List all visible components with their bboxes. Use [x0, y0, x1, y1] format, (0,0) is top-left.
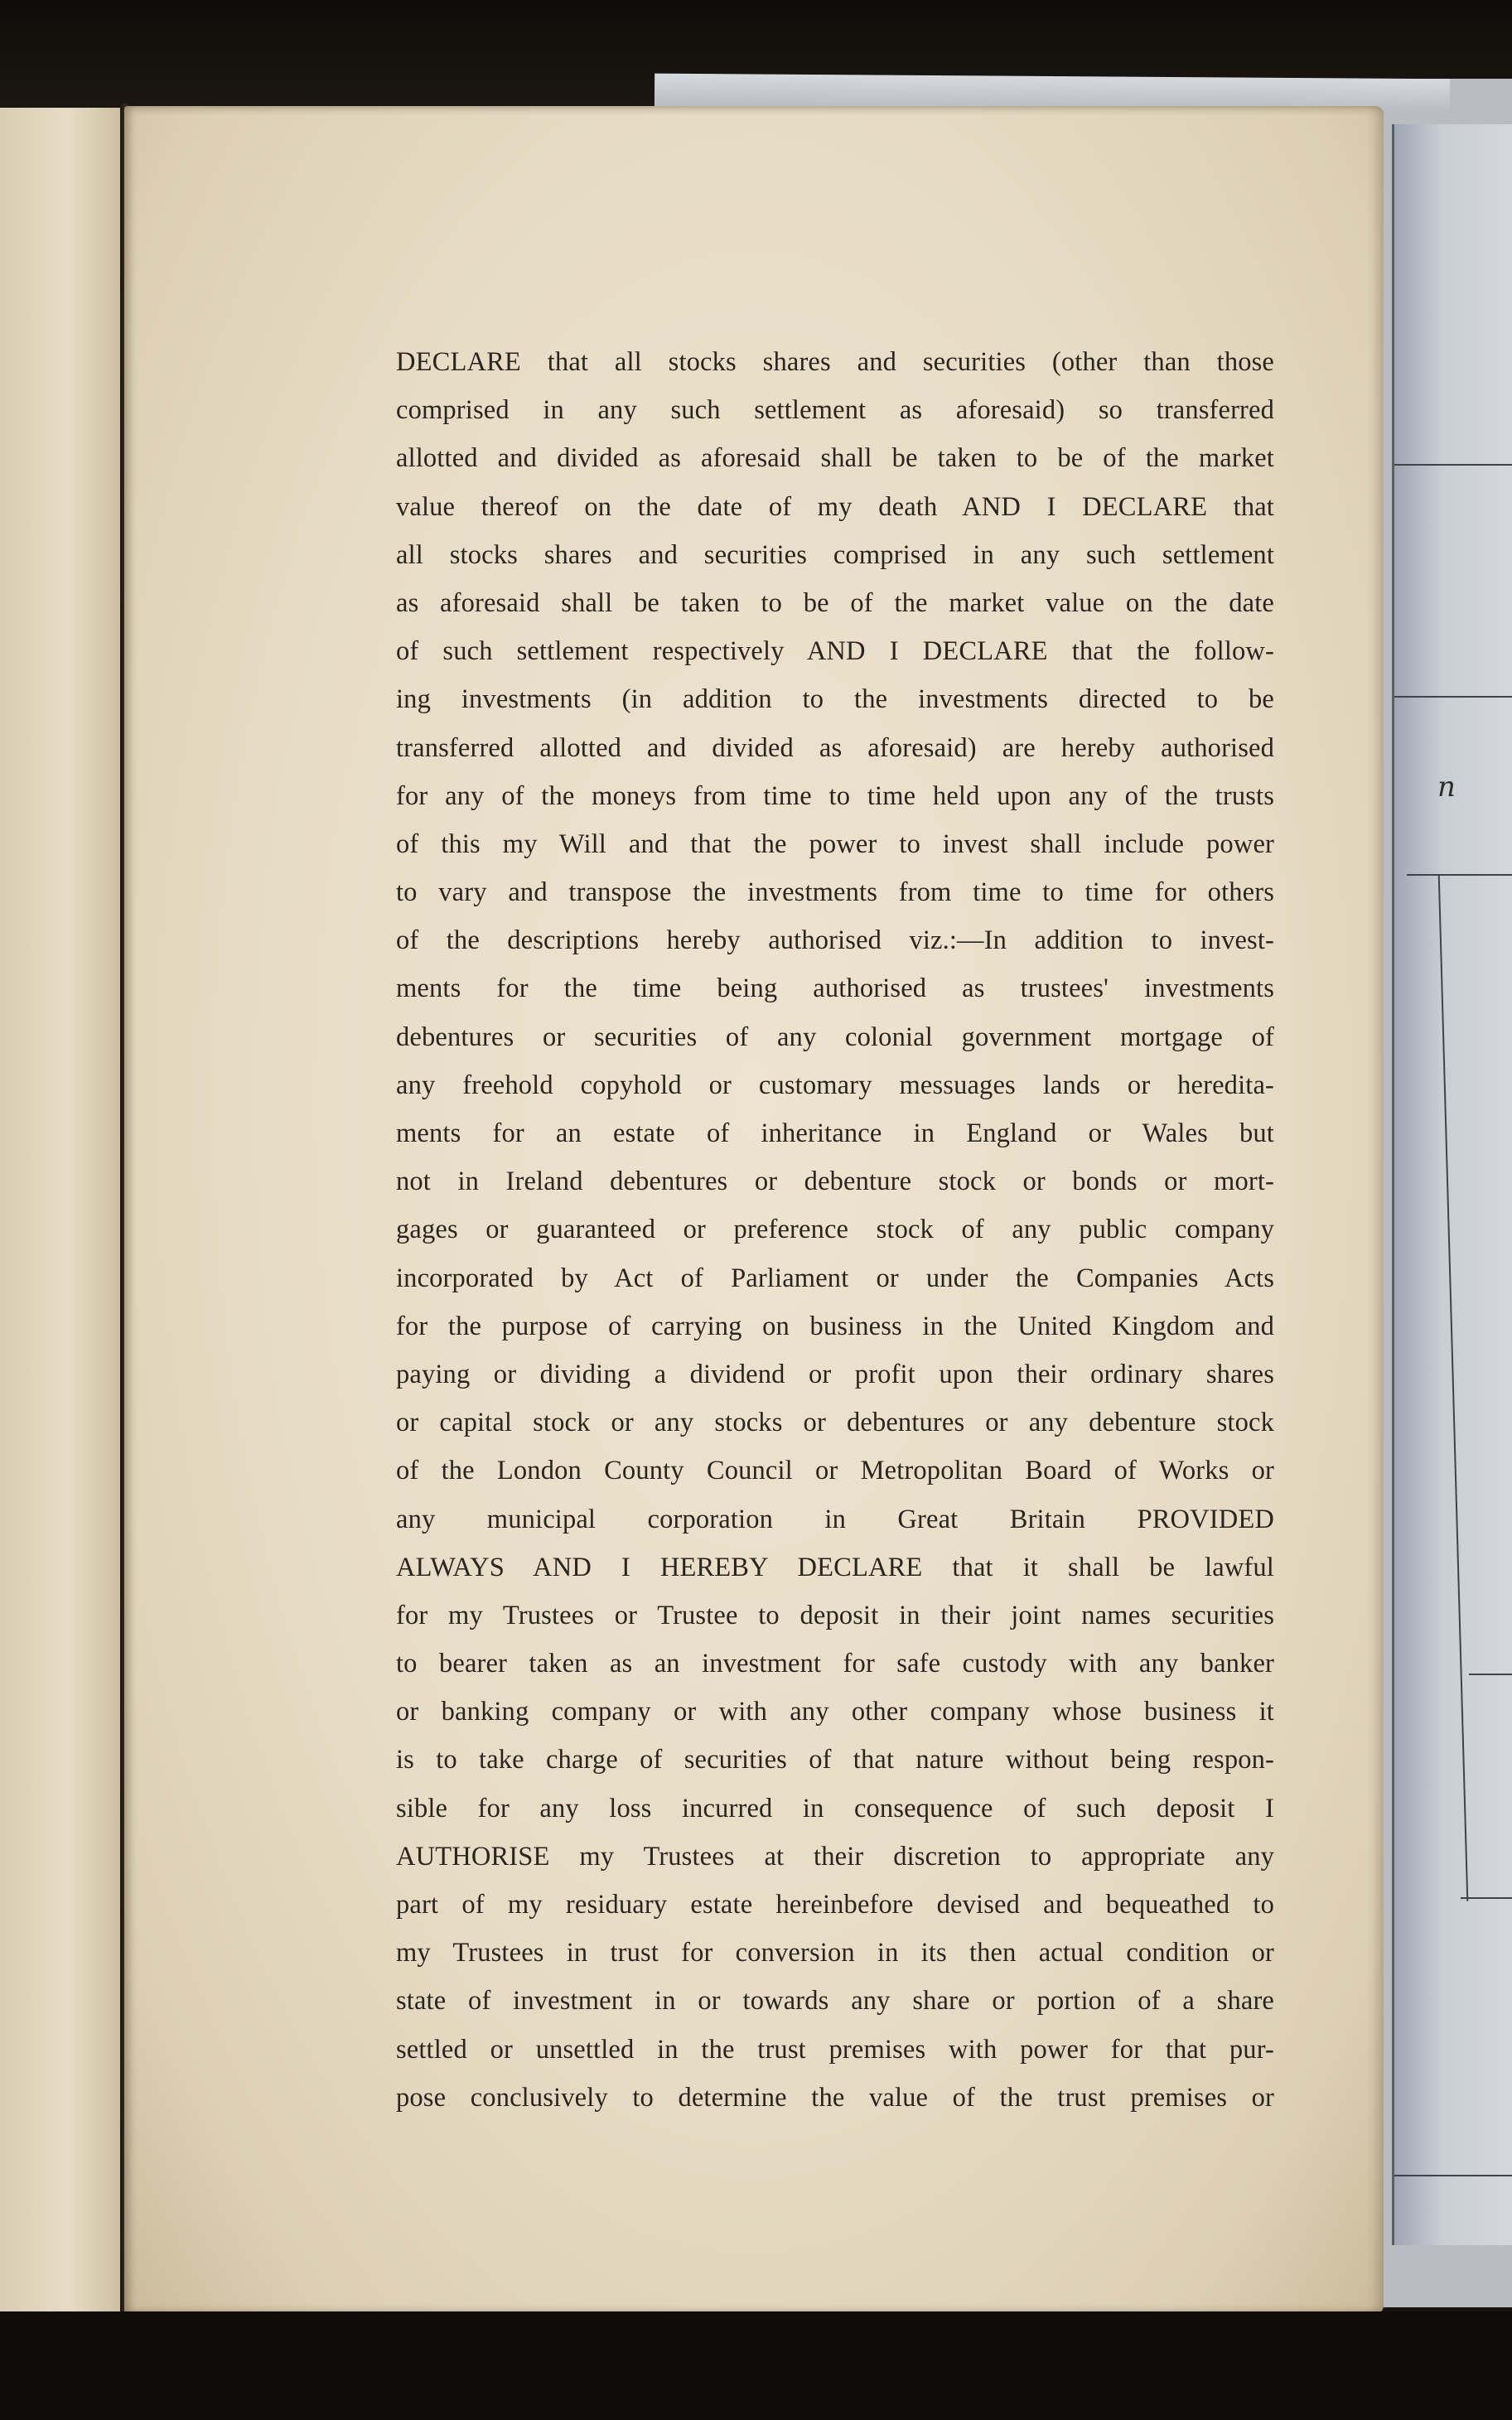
text-line: of this my Will and that the power to invest shall include power [396, 828, 1274, 859]
text-line: to bearer taken as an investment for safe custody with any banker [396, 1649, 1274, 1679]
side-document-rule [1407, 874, 1512, 876]
text-line: is to take charge of securities of that nature without being respon- [396, 1745, 1274, 1775]
text-line: pose conclusively to determine the value of the trust premises or [396, 2082, 1274, 2113]
text-line: my Trustees in trust for conversion in its then actual condition or [396, 1938, 1274, 1968]
text-line: for my Trustees or Trustee to deposit in their joint names securities [396, 1600, 1274, 1630]
page-body-text [396, 338, 1274, 2122]
text-line: for any of the moneys from time to time held upon any of the trusts [396, 780, 1274, 811]
text-line: of such settlement respectively AND I DECLARE that the follow- [396, 636, 1274, 667]
text-line: settled or unsettled in the trust premises with power for that pur- [396, 2034, 1274, 2065]
text-line: allotted and divided as aforesaid shall be taken to be of the market [396, 443, 1274, 474]
text-line: or capital stock or any stocks or debentures or any debenture stock [396, 1408, 1274, 1438]
text-line: for the purpose of carrying on business in the United Kingdom and [396, 1311, 1274, 1341]
text-line: any municipal corporation in Great Britain PROVIDED [396, 1504, 1274, 1534]
side-document-rule [1394, 696, 1512, 698]
left-facing-page [0, 108, 127, 2328]
side-document-rule [1394, 2175, 1512, 2176]
side-document-mark: n [1437, 770, 1456, 804]
text-line: AUTHORISE my Trustees at their discretion to appropriate any [396, 1841, 1274, 1872]
side-document-rule [1461, 1897, 1512, 1899]
text-line: of the London County Council or Metropolitan Board of Works or [396, 1456, 1274, 1486]
text-line: value thereof on the date of my death AND I DECLARE that [396, 491, 1274, 522]
text-line: paying or dividing a dividend or profit upon their ordinary shares [396, 1359, 1274, 1389]
text-line: to vary and transpose the investments from time to time for others [396, 877, 1274, 908]
text-line: any freehold copyhold or customary messuages lands or heredita- [396, 1070, 1274, 1100]
side-document-rule [1438, 874, 1469, 1901]
text-line: of the descriptions hereby authorised viz.:—In addition to invest- [396, 925, 1274, 956]
text-line: ing investments (in addition to the investments directed to be [396, 684, 1274, 715]
text-line: sible for any loss incurred in consequence of such deposit I [396, 1793, 1274, 1823]
text-line: DECLARE that all stocks shares and securities (other than those [396, 347, 1274, 377]
text-line: as aforesaid shall be taken to be of the market value on the date [396, 587, 1274, 618]
text-line: or banking company or with any other company whose business it [396, 1697, 1274, 1727]
text-line: ments for an estate of inheritance in England or Wales but [396, 1118, 1274, 1148]
text-line: gages or guaranteed or preference stock of any public company [396, 1215, 1274, 1245]
text-line: debentures or securities of any colonial government mortgage of [396, 1022, 1274, 1052]
text-line: incorporated by Act of Parliament or under the Companies Acts [396, 1263, 1274, 1293]
side-document-rule [1394, 464, 1512, 466]
text-line: transferred allotted and divided as aforesaid) are hereby authorised [396, 732, 1274, 763]
text-line: ments for the time being authorised as trustees' investments [396, 973, 1274, 1004]
scanner-background-bottom [0, 2311, 1512, 2420]
side-document-rule [1469, 1674, 1512, 1675]
text-line: ALWAYS AND I HEREBY DECLARE that it shall be lawful [396, 1552, 1274, 1582]
text-line: not in Ireland debentures or debenture stock or bonds or mort- [396, 1167, 1274, 1197]
folded-side-document [1392, 124, 1512, 2245]
text-line: state of investment in or towards any share or portion of a share [396, 1986, 1274, 2017]
text-line: comprised in any such settlement as aforesaid) so transferred [396, 395, 1274, 426]
text-line: all stocks shares and securities comprised in any such settlement [396, 539, 1274, 570]
text-line: part of my residuary estate hereinbefore devised and bequeathed to [396, 1890, 1274, 1920]
